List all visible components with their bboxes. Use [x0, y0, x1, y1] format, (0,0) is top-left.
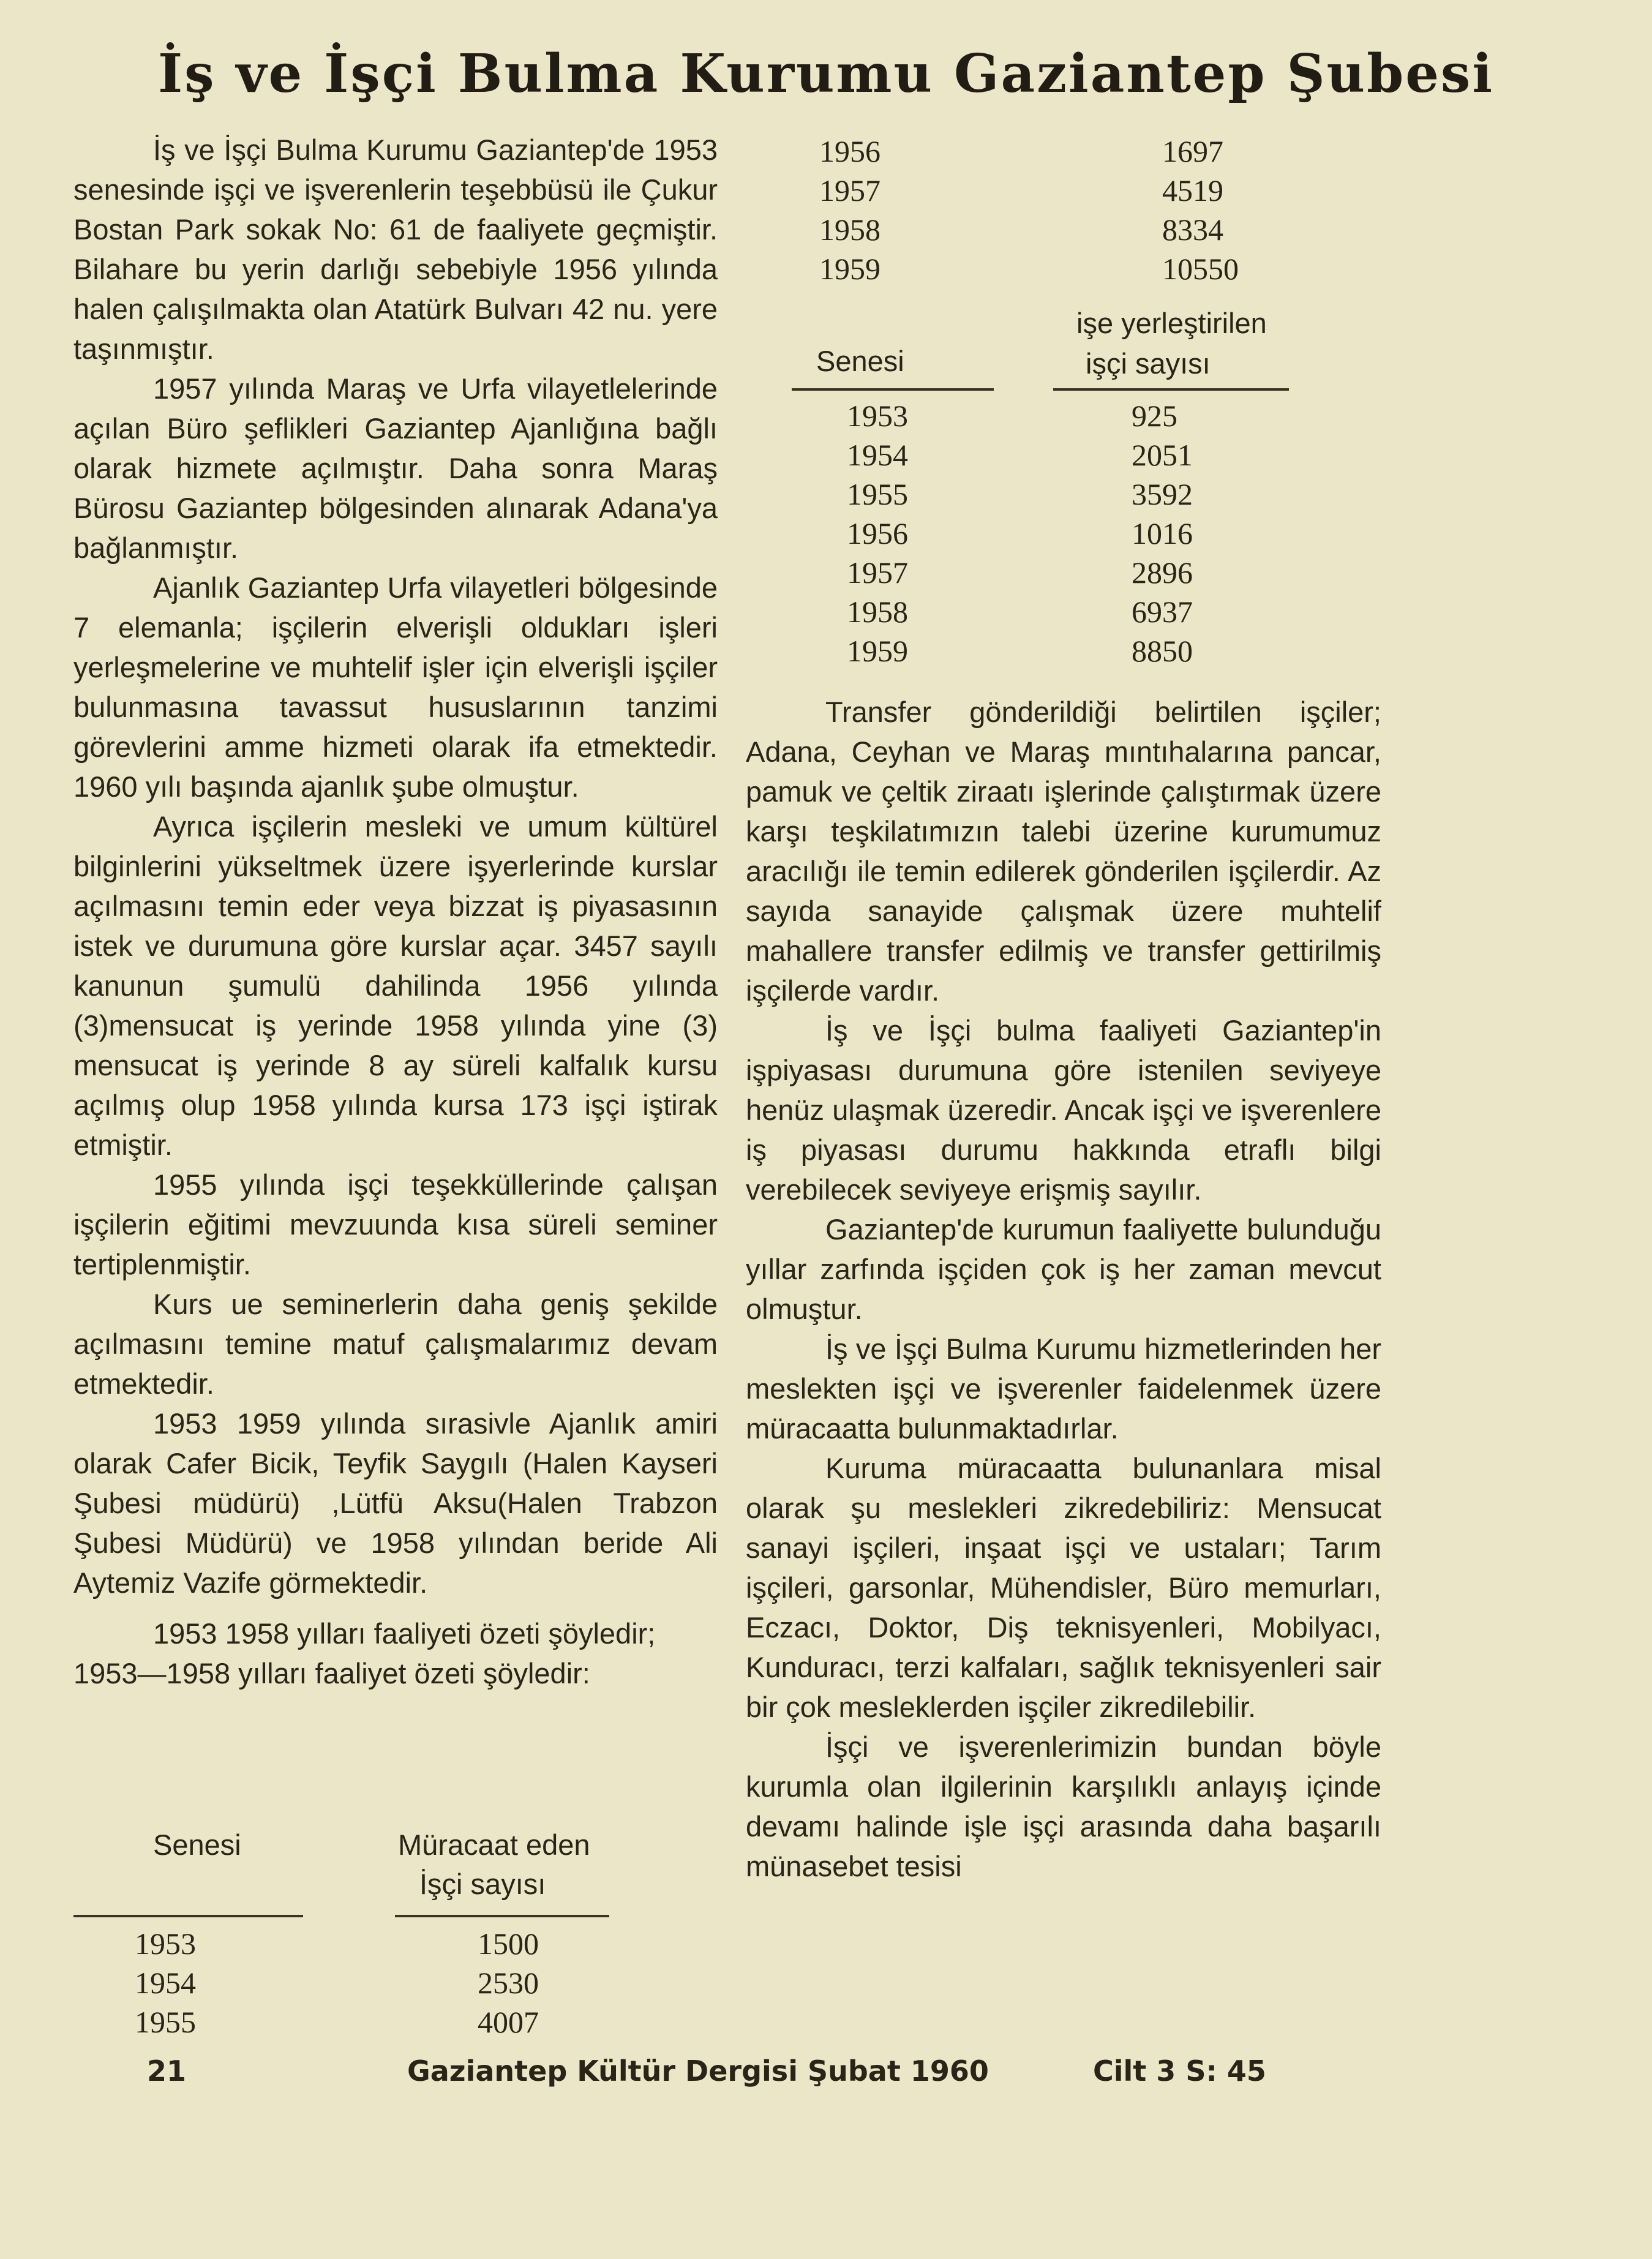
column-header-worker-count: işçi sayısı: [1086, 347, 1211, 380]
applications-table: [73, 1828, 686, 2039]
left-column: [73, 130, 718, 1693]
paragraph: 1957 yılında Maraş ve Urfa vilayetlelerinde açılan Büro şeflikleri Gaziantep Ajanlığına bağlı olarak hizmete açılmıştır. Daha sonra Maraş Bürosu Gaziantep bölgesinden alınarak Adana'ya bağlanmıştır.: [73, 372, 718, 564]
table-caption: 1953—1958 yılları faaliyet özeti şöyledir:: [73, 1657, 590, 1690]
year-cell: 1953: [135, 1926, 196, 1961]
count-cell: 2530: [478, 1966, 539, 2000]
column-header-worker-count: İşçi sayısı: [419, 1868, 546, 1900]
table-row: [746, 555, 1383, 594]
count-cell: 2896: [1132, 555, 1193, 590]
column-header-applicants: Müracaat eden: [398, 1829, 590, 1861]
count-cell: 8334: [1162, 212, 1223, 247]
count-cell: 10550: [1162, 252, 1239, 286]
count-cell: 3592: [1132, 477, 1193, 511]
column-header-year: Senesi: [816, 345, 904, 377]
count-cell: 925: [1132, 399, 1177, 433]
table-row: [746, 516, 1383, 555]
count-cell: 1500: [478, 1926, 539, 1961]
count-cell: 2051: [1132, 438, 1193, 472]
count-cell: 8850: [1132, 634, 1193, 668]
count-cell: 1697: [1162, 134, 1223, 168]
year-cell: 1957: [819, 173, 880, 208]
year-cell: 1955: [847, 477, 908, 511]
table-header: [73, 1828, 686, 1909]
year-cell: 1954: [135, 1966, 196, 2000]
table-row: [73, 1926, 686, 1965]
table-row: [746, 212, 1383, 251]
paragraph: Kuruma müracaatta bulunanlara misal olarak şu meslekleri zikredebiliriz: Mensucat sanayi işçileri, inşaat işçi ve ustaları; Tarım işçileri, garsonlar, Mühendisler, Büro memurları, Eczacı, Doktor, Diş teknisyenleri, Mobilyacı, Kunduracı, terzi kalfaları, sağlık teknisyenleri sair bir çok mesleklerden işçiler zikredilebilir.: [746, 1452, 1381, 1723]
table-row: [746, 133, 1383, 173]
table-row: [746, 251, 1383, 290]
table-row: [746, 437, 1383, 476]
paragraph: Gaziantep'de kurumun faaliyette bulunduğu yıllar zarfında işçiden çok iş her zaman mevcut olmuştur.: [746, 1213, 1381, 1325]
column-header-year: Senesi: [153, 1829, 241, 1861]
count-cell: 4007: [478, 2005, 539, 2039]
year-cell: 1958: [819, 212, 880, 247]
table-row: [73, 2004, 686, 2043]
paragraph: 1953 1958 yılları faaliyeti özeti şöyledir;: [153, 1617, 656, 1650]
paragraph: Kurs ue seminerlerin daha geniş şekilde açılmasını temine matuf çalışmalarımız devam etmektedir.: [73, 1288, 718, 1400]
divider: [792, 388, 994, 391]
divider: [1053, 388, 1289, 391]
page-footer: [0, 2054, 1652, 2091]
volume-info: Cilt 3 S: 45: [1093, 2054, 1266, 2088]
table-row: [746, 398, 1383, 437]
year-cell: 1953: [847, 399, 908, 433]
page-number: 21: [147, 2054, 187, 2088]
year-cell: 1954: [847, 438, 908, 472]
year-cell: 1957: [847, 555, 908, 590]
year-cell: 1956: [819, 134, 880, 168]
paragraph: İş ve İşçi Bulma Kurumu Gaziantep'de 1953 senesinde işçi ve işverenlerin teşebbüsü ile Çukur Bostan Park sokak No: 61 de faaliyete geçmiştir. Bilahare bu yerin darlığı sebebiyle 1956 yılında halen çalışılmakta olan Atatürk Bulvarı 42 nu. yere taşınmıştır.: [73, 133, 718, 365]
placements-table: [746, 306, 1383, 668]
table-header: [746, 306, 1383, 386]
table-row: [746, 476, 1383, 516]
paragraph: Transfer gönderildiği belirtilen işçiler; Adana, Ceyhan ve Maraş mıntıhalarına pancar, pamuk ve çeltik ziraatı işlerinde çalıştırmak üzere karşı teşkilatımızın talebi üzerine kurumumuz aracılığı ile temin edilerek gönderilen işçilerdir. Az sayıda sanayide çalışmak üzere muhtelif mahallere transfer edilmiş ve transfer gettirilmiş işçilerde vardır.: [746, 696, 1381, 1007]
paragraph: İşçi ve işverenlerimizin bundan böyle kurumla olan ilgilerinin karşılıklı anlayış içinde devamı halinde işle işçi arasında daha başarılı münasebet tesisi: [746, 1731, 1381, 1882]
year-cell: 1956: [847, 516, 908, 551]
journal-name: Gaziantep Kültür Dergisi Şubat 1960: [407, 2054, 989, 2088]
paragraph: Ayrıca işçilerin mesleki ve umum kültürel bilginlerini yükseltmek üzere işyerlerinde kurslar açılmasını temin eder veya bizzat iş piyasasının istek ve durumuna göre kurslar açar. 3457 sayılı kanunun şumulü dahilinda 1956 yılında (3)mensucat iş yerinde 1958 yılında yine (3) mensucat iş yerinde 8 ay süreli kalfalık kursu açılmış olup 1958 yılında kursa 173 işçi iştirak etmiştir.: [73, 810, 718, 1161]
paragraph: 1955 yılında işçi teşekküllerinde çalışan işçilerin eğitimi mevzuunda kısa süreli seminer tertiplenmiştir.: [73, 1168, 718, 1280]
paragraph: 1953 1959 yılında sırasivle Ajanlık amiri olarak Cafer Bicik, Teyfik Saygılı (Halen Kayseri Şubesi müdürü) ,Lütfü Aksu(Halen Trabzon Şubesi Müdürü) ve 1958 yılından beride Ali Aytemiz Vazife görmektedir.: [73, 1407, 718, 1599]
table-row: [73, 1965, 686, 2004]
count-cell: 1016: [1132, 516, 1193, 551]
column-header-placed: işe yerleştirilen: [1076, 307, 1267, 339]
paragraph: İş ve İşçi Bulma Kurumu hizmetlerinden her meslekten işçi ve işverenler faidelenmek üzere müracaatta bulunmaktadırlar.: [746, 1332, 1381, 1445]
divider: [73, 1915, 303, 1917]
year-cell: 1959: [819, 252, 880, 286]
year-cell: 1958: [847, 595, 908, 629]
right-column: [746, 692, 1381, 1886]
year-cell: 1959: [847, 634, 908, 668]
table-row: [746, 594, 1383, 633]
count-cell: 4519: [1162, 173, 1223, 208]
paragraph: İş ve İşçi bulma faaliyeti Gaziantep'in işpiyasası durumuna göre istenilen seviyeye henüz ulaşmak üzeredir. Ancak işçi ve işverenlere iş piyasası durumu hakkında etraflı bilgi verebilecek seviyeye erişmiş sayılır.: [746, 1014, 1381, 1206]
page-title: İş ve İşçi Bulma Kurumu Gaziantep Şubesi: [157, 43, 1495, 105]
table-row: [746, 173, 1383, 212]
count-cell: 6937: [1132, 595, 1193, 629]
year-cell: 1955: [135, 2005, 196, 2039]
paragraph: Ajanlık Gaziantep Urfa vilayetleri bölgesinde 7 elemanla; işçilerin elverişli oldukları işleri yerleşmelerine ve muhtelif işler için elverişli işçiler bulunmasına tavassut hususlarının tanzimi görevlerini amme hizmeti olarak ifa etmektedir. 1960 yılı başında ajanlık şube olmuştur.: [73, 571, 718, 803]
table-row: [746, 633, 1383, 672]
applications-table-continued: [746, 133, 1383, 290]
divider: [395, 1915, 609, 1917]
